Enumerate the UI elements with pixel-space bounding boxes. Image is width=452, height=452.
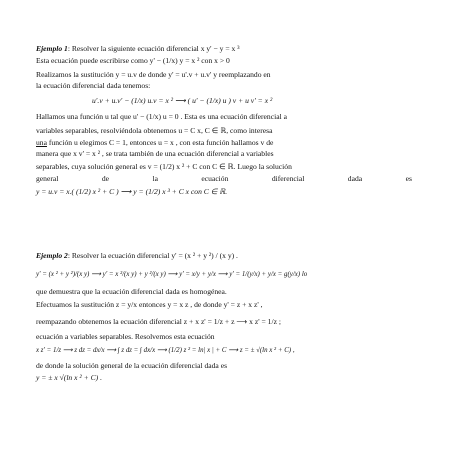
example2-line-3: Efectuamos la sustitución z = y/x entonces y = x z , de donde y' = z + x z' , bbox=[36, 300, 263, 309]
example2-integration: x z' = 1/z ⟶ z dz = dx/x ⟶ ∫ z dz = ∫ dx/x ⟶ (1/2) z ² = ln| x | + C ⟶ z = ± √(ln x ² + C) , bbox=[36, 347, 295, 354]
example1-line-6: variables separables, resolviéndola obtenemos u = C x, C ∈ ℝ, como interesa bbox=[36, 126, 273, 135]
example1-line-5: Hallamos una función u tal que u' − (1/x) u = 0 . Esta es una ecuación diferencial a bbox=[36, 112, 287, 121]
example2-line-5: ecuación a variables separables. Resolvemos esta ecuación bbox=[36, 332, 215, 341]
example2-heading bbox=[36, 251, 416, 261]
word-dada: dada bbox=[347, 174, 363, 183]
example2-label: Ejemplo 2 bbox=[36, 251, 68, 260]
example1-general-row bbox=[36, 174, 412, 184]
word-ecuacion: ecuación bbox=[201, 174, 229, 183]
example2-solution: y = ± x √(ln x ² + C) . bbox=[36, 373, 102, 382]
example1-line-3: la ecuación diferencial dada tenemos: bbox=[36, 81, 151, 90]
word-general: general bbox=[36, 174, 59, 183]
example1-solution: y = u.v = x.( (1/2) x ² + C ) ⟶ y = (1/2) x ³ + C x con C ∈ ℝ. bbox=[36, 187, 228, 196]
word-es: es bbox=[405, 174, 412, 183]
example1-line-1: Esta ecuación puede escribirse como y' − (1/x) y = x ² con x > 0 bbox=[36, 56, 230, 65]
example1-line-7 bbox=[36, 138, 416, 148]
example1-line-10: separables, cuya solución general es v = (1/2) x ² + C con C ∈ ℝ. Luego la solución bbox=[36, 162, 292, 171]
word-de: de bbox=[101, 174, 109, 183]
example1-heading bbox=[36, 44, 416, 54]
example1-line-9: manera que x v' = x ² , se trata también de una ecuación diferencial a variables bbox=[36, 149, 274, 158]
example1-statement: : Resolver la siguiente ecuación diferencial x y' − y = x ³ bbox=[67, 44, 240, 53]
example2-equation-chain: y' = (x ² + y ²)/(x y) ⟶ y' = x ²/(x y) + y ²/(x y) ⟶ y' = x/y + y/x ⟶ y' = 1/(y/x) + y/x = g(y/x) lo bbox=[36, 271, 308, 278]
example2-line-7: de donde la solución general de la ecuación diferencial dada es bbox=[36, 361, 228, 370]
example1-label: Ejemplo 1 bbox=[36, 44, 68, 53]
example2-line-2: que demuestra que la ecuación diferencial dada es homogénea. bbox=[36, 287, 227, 296]
example1-line-7-rest: función u elegimos C = 1, entonces u = x , con esta función hallamos v de bbox=[46, 138, 274, 147]
example1-equation-1: u'.v + u.v' − (1/x) u.v = x ² ⟶ ( u' − (1/x) u ) v + u v' = x ² bbox=[92, 96, 273, 105]
word-la: la bbox=[152, 174, 158, 183]
word-diferencial: diferencial bbox=[271, 174, 305, 183]
example2-statement: : Resolver la ecuación diferencial y' = (x ² + y ²) / (x y) . bbox=[67, 251, 238, 260]
underlined-word: una bbox=[36, 138, 47, 147]
example1-line-2: Realizamos la sustitución y = u.v de donde y' = u'.v + u.v' y reemplazando en bbox=[36, 70, 271, 79]
example2-line-4: reempazando obtenemos la ecuación diferencial z + x z' = 1/z + z ⟶ x z' = 1/z ; bbox=[36, 317, 281, 326]
